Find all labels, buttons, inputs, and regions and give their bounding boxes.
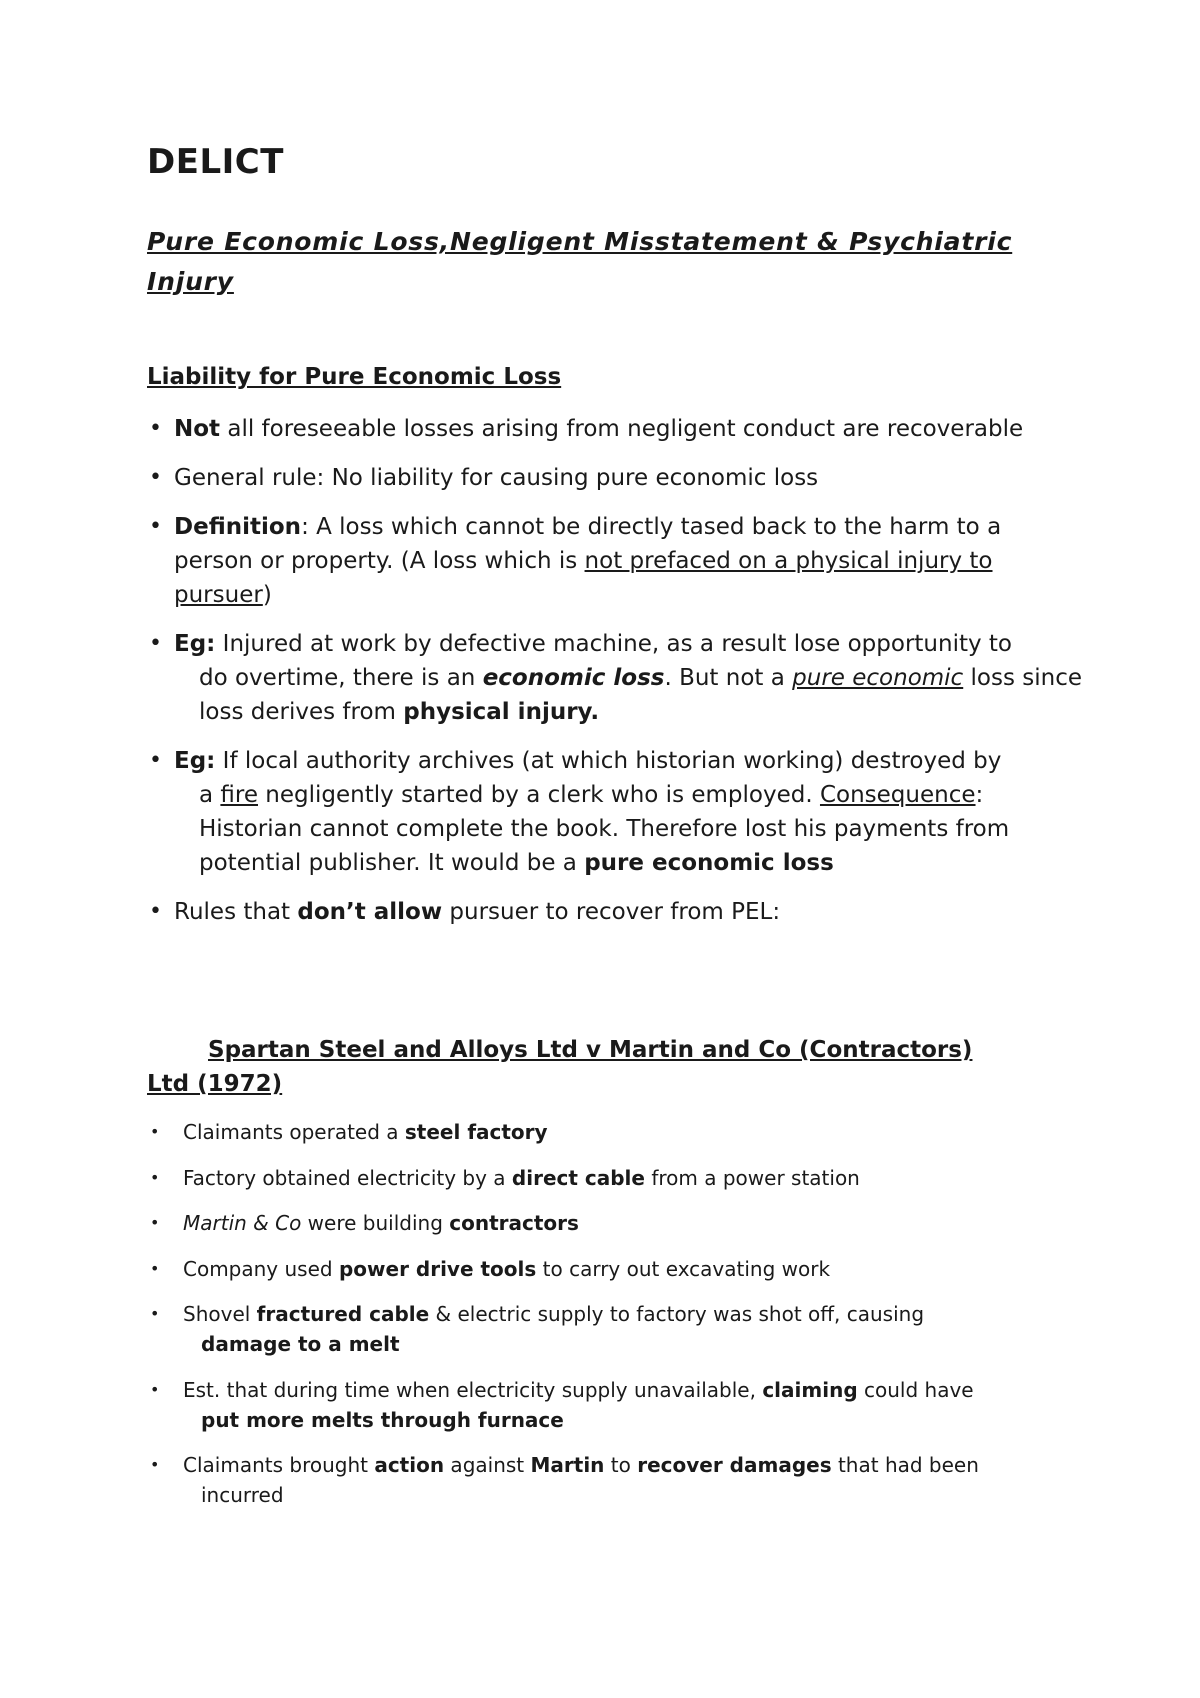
emphasis: physical injury. [403,699,600,725]
item-text: to [604,1453,638,1477]
item-text: & electric supply to factory was shot off, causing [429,1302,925,1326]
emphasis: action [374,1453,445,1477]
bullet-icon: • [149,748,162,773]
item-text: Shovel [183,1302,257,1326]
bullet-icon: • [150,1379,160,1399]
bullet-icon: • [149,899,162,924]
case-heading [147,1033,1047,1101]
item-text: Injured at work by defective machine, as a result lose opportunity to [215,631,1012,657]
item-text: could have [857,1377,974,1402]
bullet-icon: • [149,631,162,656]
emphasis: put more melts through furnace [201,1407,564,1432]
item-text: Factory obtained electricity by a [183,1165,512,1190]
item-text: Claimants brought [183,1453,375,1477]
list-item [147,1375,1077,1435]
bullet-icon: • [150,1455,160,1474]
emphasis: direct cable [511,1165,645,1190]
list-item [147,744,1087,880]
bullet-icon: • [149,514,162,539]
bullet-icon: • [150,1258,160,1278]
emphasis: recover damages [637,1453,832,1477]
continuation: incurred [201,1483,284,1507]
emphasis: Not [174,416,221,442]
continuation [183,1329,1077,1359]
document-title: DELICT [147,142,284,182]
emphasis: pure economic loss [584,850,834,876]
item-text: against [444,1453,531,1477]
underlined-text: Consequence [819,782,976,808]
item-text: Company used [183,1256,339,1281]
continuation [183,1405,1077,1435]
emphasis: damage to a melt [201,1332,400,1356]
bullet-icon: • [149,416,162,441]
italic-text: Martin & Co [183,1211,302,1235]
continuation [174,661,1087,729]
item-text: If local authority archives (at which historian working) destroyed by [215,748,1002,774]
list-item [147,1208,1077,1238]
list-item [147,627,1087,729]
item-text: do overtime, there is an [199,665,483,691]
item-text: from a power station [644,1165,860,1190]
case-title-line: Ltd (1972) [147,1071,283,1097]
emphasis: contractors [449,1211,579,1235]
emphasis: power drive tools [338,1256,537,1281]
item-text: Claimants operated a [183,1120,405,1144]
underlined-text: fire [220,782,258,808]
item-text: : A loss which cannot be directly tased back to the harm to a person or property. (A loss which is [174,514,1002,574]
item-text: pursuer to recover from PEL: [442,899,781,925]
item-text: to carry out excavating work [536,1256,831,1281]
underlined-text: not prefaced on a physical injury to pursuer [174,548,993,608]
item-text: negligently started by a clerk who is employed. [258,782,820,808]
case-title-line: Spartan Steel and Alloys Ltd v Martin and Co (Contractors) [208,1037,973,1063]
item-text: General rule: No liability for causing pure economic loss [174,465,819,491]
list-item [147,1299,1077,1359]
section-heading: Liability for Pure Economic Loss [147,364,562,390]
emphasis: claiming [762,1377,858,1402]
item-text: that had been [831,1453,979,1477]
underlined-text: pure economic [792,665,964,691]
item-text: loss since loss derives from [199,665,1083,725]
bullet-icon: • [150,1167,160,1187]
example-label: Eg: [174,631,216,657]
emphasis: Definition [174,514,302,540]
list-item [147,895,1087,929]
list-item [147,461,1087,495]
item-text: Est. that during time when electricity supply unavailable, [183,1377,763,1402]
document-subtitle: Pure Economic Loss,Negligent Misstatement & Psychiatric Injury [147,227,1013,296]
emphasis: economic loss [482,665,665,691]
case-bullet-list [147,1117,1077,1526]
list-item [147,1163,1077,1193]
main-bullet-list [147,412,1087,944]
item-text: ) [262,582,272,608]
emphasis: Martin [530,1453,605,1477]
emphasis: steel factory [404,1120,548,1144]
bullet-icon: • [150,1122,160,1141]
list-item [147,412,1087,446]
list-item [147,510,1087,612]
item-text: Rules that [174,899,298,925]
item-text: a [199,782,221,808]
item-text: . But not a [664,665,793,691]
list-item [147,1450,1077,1510]
item-text: all foreseeable losses arising from negligent conduct are recoverable [220,416,1024,442]
list-item [147,1254,1077,1284]
item-text: were building [301,1211,450,1235]
list-item [147,1117,1077,1147]
emphasis: fractured cable [256,1302,430,1326]
emphasis: don’t allow [297,899,443,925]
continuation [174,778,1087,880]
bullet-icon: • [150,1304,160,1323]
bullet-icon: • [150,1213,160,1232]
item-text: : Historian cannot complete the book. Therefore lost his payments from potential publisher. It would be a [199,782,1010,876]
bullet-icon: • [149,465,162,490]
example-label: Eg: [174,748,216,774]
